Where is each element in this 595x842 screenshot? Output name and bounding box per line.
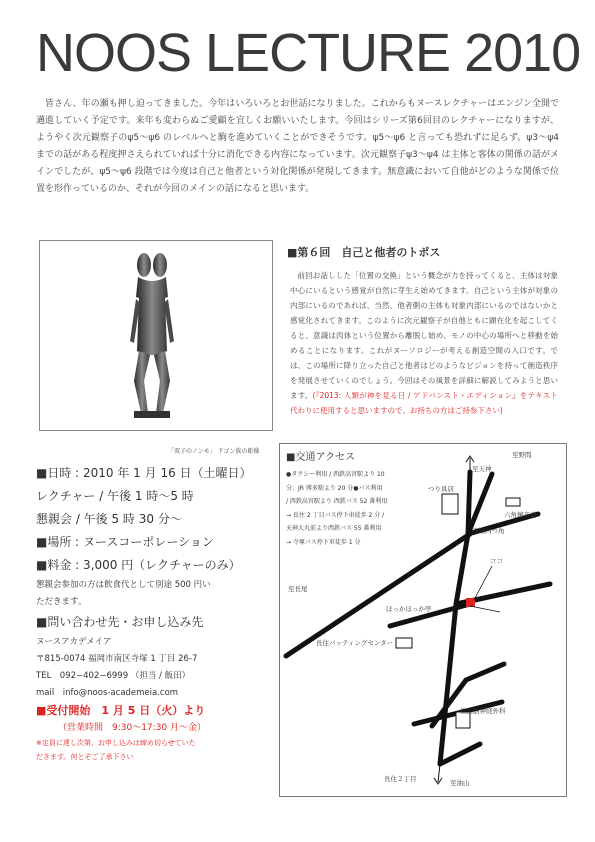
map-label-tsurigu: つり具店 (428, 485, 454, 493)
email[interactable]: mail info@noos-academeia.com (36, 688, 179, 698)
direction-line: → 長住 2 丁目バス停下車徒歩 2 分 / (286, 511, 385, 519)
map-label-koko: ココ (490, 557, 503, 565)
contact-heading: ■問い合わせ先・お申し込み先 (36, 615, 204, 629)
map-label-hokka: ほっかほっか亭 (386, 605, 432, 613)
direction-line: / 西鉄高宮駅より 西鉄バス 52 番利用 (286, 498, 388, 505)
photo-caption: 「双子のノンモ」 ドゴン族の彫像 (168, 448, 260, 455)
map-label-shiobara: 至野間 (512, 451, 532, 459)
intro-paragraph: 皆さん、年の瀬も押し迫ってきました。今年はいろいろとお世話になりました。これからもヌースレクチャーはエンジン全開で邁進していく予定です。来年も変わらぬご愛顧を宜しくお願いいたします。今回はシリーズ第6回目のレクチャーになりますが、ようやく次元観察子のψ5〜ψ6 のレベルへと駒を進めていくことができそうです。ψ5〜ψ6 と言っても恐れずに足らず。ψ3〜ψ4 までの話がある程度押さえられていれば十分に消化できる内容になっています。次元観察子ψ3〜ψ4 は主体と客体の関係の話がメインでしたが、ψ5〜ψ6 段階では今度は自己と他者という対化関係が発現してきます。無意識において自他がどのような関係で位置を形作っているのか、それが今回のメインの話になると思います。 (36, 99, 559, 194)
lecture-body: 前回お話しした「位置の交換」という概念が力を持ってくると、主体は対象中心にいるという感覚が自然に芽生え始めてきます。自己という主体が対象の内部にいるのであれば、当然、他者側の主体も対象内部にいるのではないかと感覚化されてきます。このように次元観察子が自他ともに顕在化を起こしてくると、意識は肉体という位置から離脱し始め、モノの中心の場所へと移動を始めることになります。これがヌーソロジーが考える創造空間の入口です。では、この場所に降り立った自己と他者はどのようなビジョンを持って創造秩序を発展させていくのでしょう。今回はその風景を詳細に解説してみようと思います。 (290, 271, 558, 400)
lecture-heading: ■第６回 自己と他者のトポス (287, 246, 441, 259)
direction-line: ●タクシー利用 / 西鉄高宮駅より 10 (286, 471, 385, 478)
access-directions (286, 468, 387, 549)
destination-marker (466, 598, 475, 607)
direction-line: 天神大丸前より西鉄バス 55 番利用 (286, 525, 382, 532)
capacity-warning-1: ※定員に達し次第、お申し込みは締め切らせていた (36, 739, 196, 747)
map-label-nagazumi: 長住２丁目 (384, 775, 417, 783)
map-label-matsuda: 松田脳神経外科 (460, 707, 506, 715)
map-label-terazuka: 寺塚四つ角 (472, 527, 505, 535)
map-label-tenjin: 至天神 (472, 465, 492, 473)
event-date: ■日時 : 2010 年 1 月 16 日（土曜日） (36, 466, 252, 480)
event-info (36, 462, 266, 764)
direction-line: 分、JR 博多駅より 20 分●バス利用 (286, 484, 383, 492)
map-label-batting: 長住バッティングセンター (316, 639, 394, 647)
address: 〒815-0074 福岡市南区寺塚 1 丁目 26-7 (36, 654, 198, 664)
map-label-nagao: 至長尾 (288, 585, 308, 593)
access-heading: ■交通アクセス (286, 452, 356, 463)
page-title: NOOS LECTURE 2010 (36, 23, 581, 83)
business-hours: （営業時間 9:30〜17:30 月〜金） (58, 723, 207, 733)
party-time: 懇親会 / 午後 5 時 30 分〜 (36, 512, 182, 526)
event-place: ■場所 : ヌースコーポレーション (36, 535, 214, 549)
map-label-aburayama: 至油山 (450, 779, 470, 787)
fee-note-1: 懇親会参加の方は飲食代として別途 500 円い (36, 580, 211, 590)
fee-note-2: ただきます。 (36, 597, 87, 607)
map-label-rokkaku: 六角鏡音前 (504, 511, 537, 519)
event-fee: ■料金 : 3,000 円（レクチャーのみ） (36, 558, 241, 572)
lecture-time: レクチャー / 午後 1 時〜5 時 (36, 489, 194, 503)
direction-line: → 寺塚バス停下車徒歩 1 分 (286, 538, 361, 546)
lecture-note: (『2013: 人類が神を見る日 / アドバンスト・エディション』をテキスト代わりに使用すると思いますので、お持ちの方はご持参下さい) (290, 391, 558, 415)
access-map (279, 443, 567, 797)
photo-frame (39, 240, 273, 431)
capacity-warning-2: だきます。何とぞご了承下さい (36, 753, 134, 761)
phone: TEL 092−402−6999 （担当 / 飯田） (36, 671, 191, 681)
lecture-paragraph (290, 268, 558, 418)
statue-image (40, 241, 272, 430)
reception-start: ■受付開始 1 月 5 日（火）より (36, 704, 206, 717)
org-name: ヌースアカデメイア (36, 637, 112, 647)
